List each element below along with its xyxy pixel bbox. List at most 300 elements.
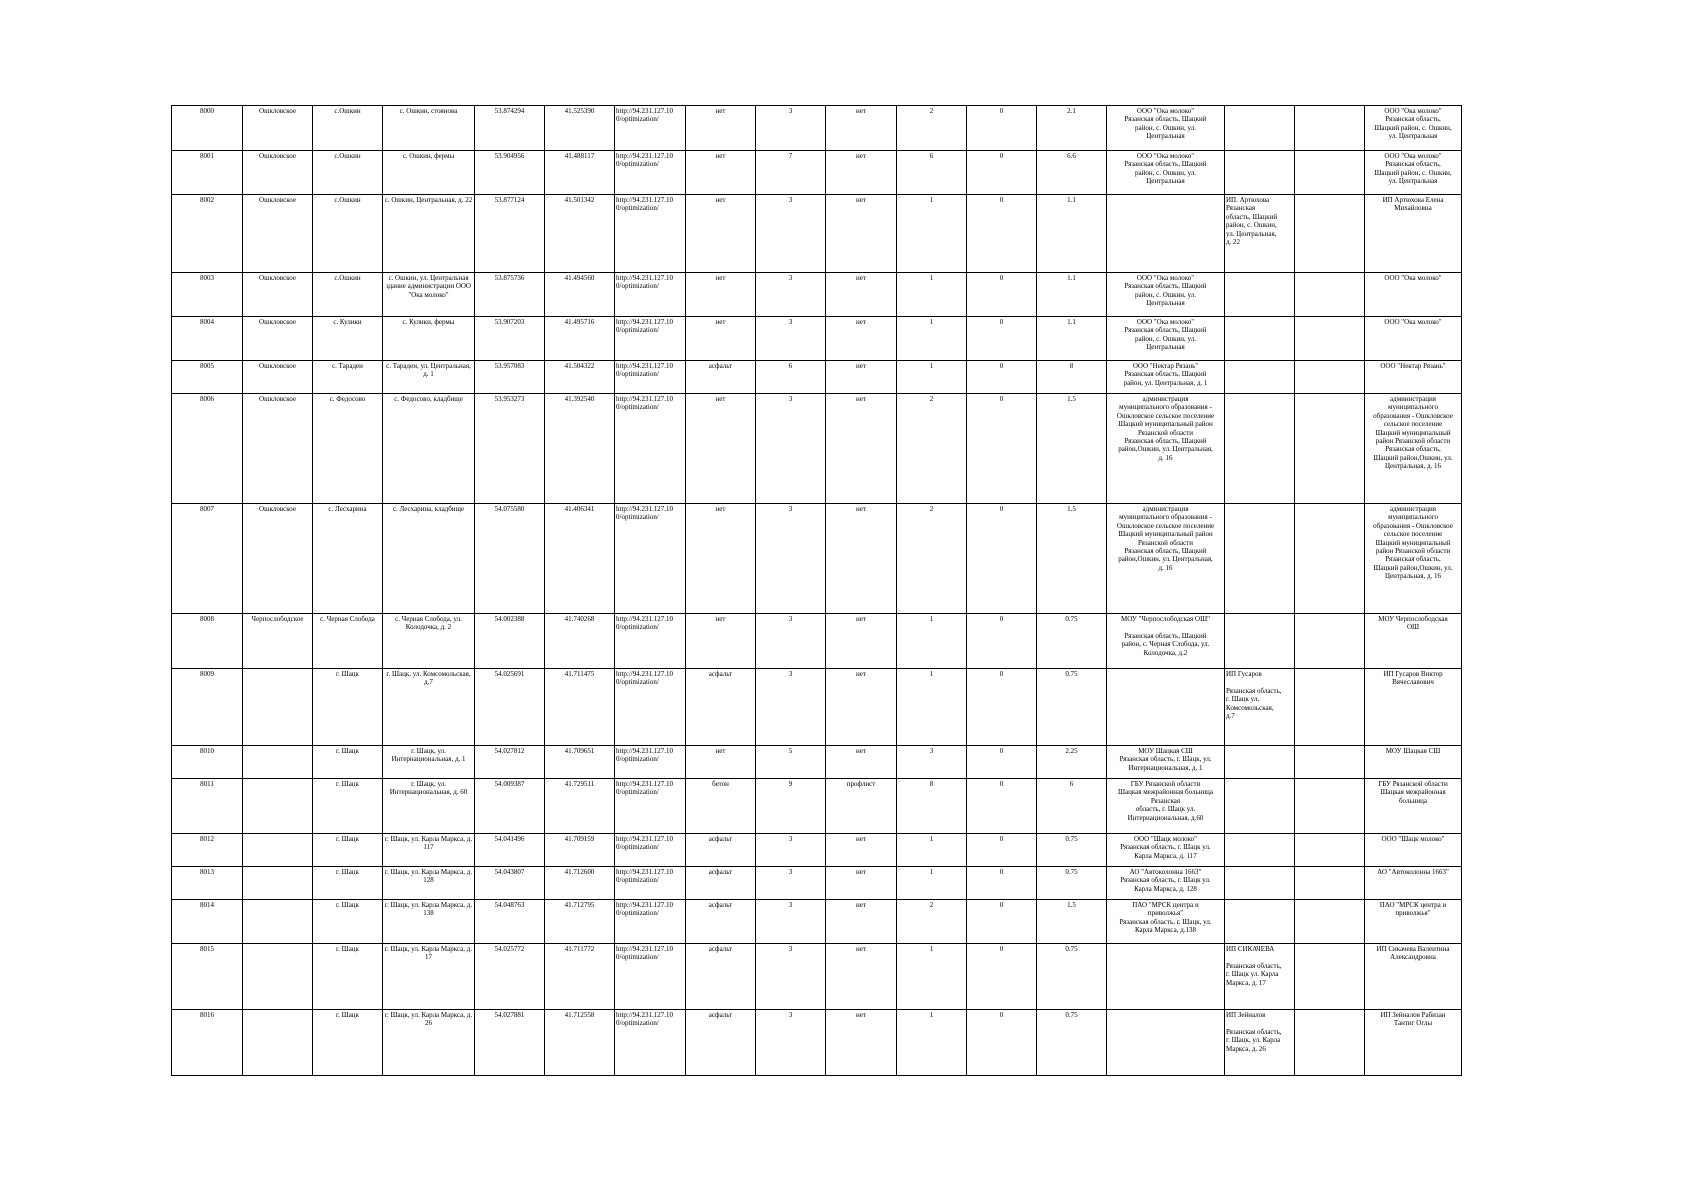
cell-lat: 54.009387 xyxy=(475,779,545,834)
cell-src: администрация муниципального образования - Ошкловское сельское поселение Шацкий муниципальный район Рязанской области Рязанская область, Шацкий район,Ошкин, ул. Центральная, д. 16 xyxy=(1365,504,1462,614)
cell-surface: нет xyxy=(686,746,756,779)
cell-c2: нет xyxy=(826,900,897,944)
cell-owner: ООО "Ока молоко" Рязанская область, Шацкий район, с. Ошкин, ул. Центральная xyxy=(1107,273,1225,317)
cell-settlement xyxy=(243,779,313,834)
cell-c5: 2.1 xyxy=(1037,106,1107,151)
cell-link: http://94.231.127.10 0/optimization/ xyxy=(615,195,686,273)
cell-address: с. Черная Слобода, ул. Колодочка, д. 2 xyxy=(383,614,475,669)
cell-settlement xyxy=(243,834,313,867)
cell-c5: 0.75 xyxy=(1037,834,1107,867)
cell-c3: 8 xyxy=(897,779,967,834)
cell-surface: нет xyxy=(686,394,756,504)
cell-locality: с.Ошкин xyxy=(313,273,383,317)
cell-locality: с. Лесхарина xyxy=(313,504,383,614)
cell-address: с. Ошкин, Центральная, д. 22 xyxy=(383,195,475,273)
cell-c1: 3 xyxy=(756,669,826,746)
cell-owner xyxy=(1107,944,1225,1010)
cell-settlement: Ошкловское xyxy=(243,151,313,195)
table-row xyxy=(172,1010,1462,1076)
cell-c1: 3 xyxy=(756,900,826,944)
cell-c2: нет xyxy=(826,746,897,779)
cell-c1: 3 xyxy=(756,317,826,361)
cell-c4: 0 xyxy=(967,195,1037,273)
table-row xyxy=(172,867,1462,900)
cell-c4: 0 xyxy=(967,273,1037,317)
cell-owner3 xyxy=(1295,195,1365,273)
cell-id: 8000 xyxy=(172,106,243,151)
cell-settlement xyxy=(243,900,313,944)
cell-locality: г. Шацк xyxy=(313,834,383,867)
cell-c2: нет xyxy=(826,834,897,867)
cell-id: 8006 xyxy=(172,394,243,504)
cell-owner2 xyxy=(1225,867,1295,900)
table-body xyxy=(172,106,1462,1076)
cell-locality: с.Ошкин xyxy=(313,151,383,195)
cell-locality: с. Кулики xyxy=(313,317,383,361)
cell-c5: 0.75 xyxy=(1037,867,1107,900)
cell-src: МОУ Шацкая СШ xyxy=(1365,746,1462,779)
cell-lat: 54.027881 xyxy=(475,1010,545,1076)
cell-src: АО "Автоколонна 1663" xyxy=(1365,867,1462,900)
cell-lon: 41.711772 xyxy=(545,944,615,1010)
cell-c3: 2 xyxy=(897,504,967,614)
cell-settlement xyxy=(243,867,313,900)
cell-c5: 6.6 xyxy=(1037,151,1107,195)
cell-src: ООО "Ока молоко" Рязанская область, Шацкий район, с. Ошкин, ул. Центральная xyxy=(1365,106,1462,151)
cell-settlement xyxy=(243,1010,313,1076)
cell-address: г. Шацк, ул. Интернациональная, д. 1 xyxy=(383,746,475,779)
table-row xyxy=(172,669,1462,746)
cell-c1: 3 xyxy=(756,394,826,504)
cell-owner: администрация муниципального образования - Ошкловское сельское поселение Шацкий муниципальный район Рязанской области Рязанская область, Шацкий район,Ошкин, ул. Центральная, д. 16 xyxy=(1107,394,1225,504)
cell-link: http://94.231.127.10 0/optimization/ xyxy=(615,394,686,504)
cell-owner2 xyxy=(1225,504,1295,614)
cell-c3: 1 xyxy=(897,273,967,317)
cell-address: г. Шацк, ул. Карла Маркса, д. 138 xyxy=(383,900,475,944)
cell-settlement xyxy=(243,746,313,779)
cell-link: http://94.231.127.10 0/optimization/ xyxy=(615,273,686,317)
cell-id: 8009 xyxy=(172,669,243,746)
cell-owner: МОУ "Черпослободская ОШ" Рязанская область, Шацкий район, с. Черная Слобода, ул. Колодочка, д.2 xyxy=(1107,614,1225,669)
cell-settlement: Ошкловское xyxy=(243,317,313,361)
table-row xyxy=(172,614,1462,669)
cell-lon: 41.711475 xyxy=(545,669,615,746)
cell-owner: ООО "Ока молоко" Рязанская область, Шацкий район, с. Ошкин, ул. Центральная xyxy=(1107,151,1225,195)
cell-lon: 41.406341 xyxy=(545,504,615,614)
cell-surface: нет xyxy=(686,317,756,361)
cell-c4: 0 xyxy=(967,151,1037,195)
cell-owner: администрация муниципального образования - Ошкловское сельское поселение Шацкий муниципальный район Рязанской области Рязанская область, Шацкий район,Ошкин, ул. Центральная, д. 16 xyxy=(1107,504,1225,614)
cell-link: http://94.231.127.10 0/optimization/ xyxy=(615,867,686,900)
cell-c5: 0.75 xyxy=(1037,614,1107,669)
cell-src: ИП Гусаров Виктор Вячеславович xyxy=(1365,669,1462,746)
cell-id: 8014 xyxy=(172,900,243,944)
cell-link: http://94.231.127.10 0/optimization/ xyxy=(615,106,686,151)
cell-locality: г. Шацк xyxy=(313,867,383,900)
cell-owner: АО "Автоколонна 1663" Рязанская область, г. Шацк ул. Карла Маркса, д. 128 xyxy=(1107,867,1225,900)
cell-lat: 54.043807 xyxy=(475,867,545,900)
cell-c2: нет xyxy=(826,273,897,317)
cell-src: ООО "Ока молоко" Рязанская область, Шацкий район, с. Ошкин, ул. Центральная xyxy=(1365,151,1462,195)
cell-address: с. Кулики, фермы xyxy=(383,317,475,361)
cell-c4: 0 xyxy=(967,106,1037,151)
cell-owner2 xyxy=(1225,900,1295,944)
cell-address: г. Шацк, ул. Карла Маркса, д. 17 xyxy=(383,944,475,1010)
cell-owner2 xyxy=(1225,151,1295,195)
cell-lon: 41.501342 xyxy=(545,195,615,273)
table-row xyxy=(172,944,1462,1010)
cell-owner2 xyxy=(1225,394,1295,504)
cell-link: http://94.231.127.10 0/optimization/ xyxy=(615,317,686,361)
cell-c2: нет xyxy=(826,669,897,746)
cell-c1: 3 xyxy=(756,273,826,317)
cell-owner: ООО "Ока молоко" Рязанская область, Шацкий район, с. Ошкин, ул. Центральная xyxy=(1107,317,1225,361)
cell-c3: 6 xyxy=(897,151,967,195)
cell-c2: нет xyxy=(826,1010,897,1076)
cell-surface: асфальт xyxy=(686,944,756,1010)
cell-owner3 xyxy=(1295,504,1365,614)
cell-owner2 xyxy=(1225,106,1295,151)
cell-owner: ООО "Шацк молоко" Рязанская область, г. Шацк ул. Карла Маркса, д. 117 xyxy=(1107,834,1225,867)
cell-id: 8003 xyxy=(172,273,243,317)
cell-c1: 7 xyxy=(756,151,826,195)
cell-c5: 1.5 xyxy=(1037,504,1107,614)
cell-lat: 53.953273 xyxy=(475,394,545,504)
cell-locality: с.Ошкин xyxy=(313,195,383,273)
cell-c1: 3 xyxy=(756,504,826,614)
cell-surface: асфальт xyxy=(686,1010,756,1076)
cell-lat: 54.041496 xyxy=(475,834,545,867)
cell-lon: 41.392540 xyxy=(545,394,615,504)
registry-table xyxy=(171,105,1462,1076)
cell-owner3 xyxy=(1295,779,1365,834)
table-row xyxy=(172,900,1462,944)
cell-c4: 0 xyxy=(967,394,1037,504)
cell-locality: г. Шацк xyxy=(313,900,383,944)
cell-src: МОУ Черпослободская ОШ xyxy=(1365,614,1462,669)
cell-c2: нет xyxy=(826,106,897,151)
cell-owner3 xyxy=(1295,1010,1365,1076)
cell-lon: 41.494560 xyxy=(545,273,615,317)
cell-locality: с. Тарадеи xyxy=(313,361,383,394)
cell-c2: профлист xyxy=(826,779,897,834)
cell-owner2 xyxy=(1225,779,1295,834)
cell-lon: 41.495716 xyxy=(545,317,615,361)
cell-settlement: Ошкловское xyxy=(243,106,313,151)
cell-c4: 0 xyxy=(967,669,1037,746)
table-row xyxy=(172,779,1462,834)
cell-lat: 53.904956 xyxy=(475,151,545,195)
cell-c2: нет xyxy=(826,195,897,273)
cell-c3: 1 xyxy=(897,669,967,746)
cell-owner: МОУ Шацкая СШ Рязанская область, г. Шацк, ул. Интернациональная, д. 1 xyxy=(1107,746,1225,779)
cell-surface: нет xyxy=(686,195,756,273)
cell-address: с. Ошкин, стоянова xyxy=(383,106,475,151)
cell-surface: бетон xyxy=(686,779,756,834)
cell-lat: 53.874294 xyxy=(475,106,545,151)
cell-c1: 3 xyxy=(756,614,826,669)
cell-lon: 41.488117 xyxy=(545,151,615,195)
table-row xyxy=(172,195,1462,273)
cell-c5: 1.1 xyxy=(1037,273,1107,317)
cell-lat: 54.025772 xyxy=(475,944,545,1010)
cell-lat: 53.907203 xyxy=(475,317,545,361)
cell-owner xyxy=(1107,1010,1225,1076)
cell-owner2: ИП. Артюхова Рязанская область, Шацкий район, с. Ошкин, ул. Центральная, д. 22 xyxy=(1225,195,1295,273)
cell-address: с. Лесхарина, кладбище xyxy=(383,504,475,614)
cell-c2: нет xyxy=(826,867,897,900)
cell-link: http://94.231.127.10 0/optimization/ xyxy=(615,746,686,779)
cell-c2: нет xyxy=(826,504,897,614)
cell-owner: ООО "Ока молоко" Рязанская область, Шацкий район, с. Ошкин, ул. Центральная xyxy=(1107,106,1225,151)
cell-surface: асфальт xyxy=(686,867,756,900)
cell-locality: г. Шацк xyxy=(313,669,383,746)
cell-owner3 xyxy=(1295,151,1365,195)
cell-src: администрация муниципального образования - Ошкловское сельское поселение Шацкий муниципальный район Рязанской области Рязанская область, Шацкий район,Ошкин, ул. Центральная, д. 16 xyxy=(1365,394,1462,504)
cell-address: с. Ошкин, фермы xyxy=(383,151,475,195)
cell-link: http://94.231.127.10 0/optimization/ xyxy=(615,900,686,944)
cell-c1: 3 xyxy=(756,1010,826,1076)
cell-owner3 xyxy=(1295,867,1365,900)
cell-address: г. Шацк, ул. Интернациональная, д. 60 xyxy=(383,779,475,834)
cell-lat: 53.877124 xyxy=(475,195,545,273)
cell-c4: 0 xyxy=(967,504,1037,614)
cell-owner2 xyxy=(1225,834,1295,867)
cell-link: http://94.231.127.10 0/optimization/ xyxy=(615,1010,686,1076)
cell-locality: с. Федосово xyxy=(313,394,383,504)
cell-lat: 54.025691 xyxy=(475,669,545,746)
table-row xyxy=(172,504,1462,614)
cell-id: 8013 xyxy=(172,867,243,900)
cell-owner3 xyxy=(1295,834,1365,867)
cell-c4: 0 xyxy=(967,900,1037,944)
cell-owner: ООО "Нектар Рязань" Рязанская область, Шацкий район, ул. Центральная, д. 1 xyxy=(1107,361,1225,394)
cell-owner2: ИП Гусаров Рязанская область, г. Шацк ул. Комсомольская, д.7 xyxy=(1225,669,1295,746)
cell-owner3 xyxy=(1295,900,1365,944)
cell-lon: 41.712600 xyxy=(545,867,615,900)
cell-c5: 1.5 xyxy=(1037,394,1107,504)
cell-c1: 6 xyxy=(756,361,826,394)
cell-owner2 xyxy=(1225,361,1295,394)
cell-c2: нет xyxy=(826,944,897,1010)
cell-id: 8010 xyxy=(172,746,243,779)
cell-address: г. Шацк, ул. Карла Маркса, д. 117 xyxy=(383,834,475,867)
cell-lon: 41.729511 xyxy=(545,779,615,834)
cell-c4: 0 xyxy=(967,867,1037,900)
cell-link: http://94.231.127.10 0/optimization/ xyxy=(615,151,686,195)
cell-src: ИП Зейналов Рабизан Тантиг Оглы xyxy=(1365,1010,1462,1076)
cell-surface: нет xyxy=(686,614,756,669)
cell-lat: 53.875736 xyxy=(475,273,545,317)
cell-src: ГБУ Рязанской области Шацкая межрайонная больница xyxy=(1365,779,1462,834)
cell-link: http://94.231.127.10 0/optimization/ xyxy=(615,614,686,669)
cell-c1: 3 xyxy=(756,106,826,151)
cell-c4: 0 xyxy=(967,317,1037,361)
cell-c2: нет xyxy=(826,317,897,361)
cell-c5: 6 xyxy=(1037,779,1107,834)
cell-locality: г. Шацк xyxy=(313,746,383,779)
cell-locality: с.Ошкин xyxy=(313,106,383,151)
cell-owner3 xyxy=(1295,944,1365,1010)
cell-surface: асфальт xyxy=(686,361,756,394)
cell-lat: 53.957083 xyxy=(475,361,545,394)
cell-owner2 xyxy=(1225,317,1295,361)
cell-surface: нет xyxy=(686,151,756,195)
cell-c3: 1 xyxy=(897,867,967,900)
cell-settlement: Ошкловское xyxy=(243,394,313,504)
cell-c1: 5 xyxy=(756,746,826,779)
cell-id: 8012 xyxy=(172,834,243,867)
cell-owner: ПАО "МРСК центра и приволжья" Рязанская область, г. Шацк, ул. Карла Маркса, д.138 xyxy=(1107,900,1225,944)
cell-link: http://94.231.127.10 0/optimization/ xyxy=(615,779,686,834)
cell-link: http://94.231.127.10 0/optimization/ xyxy=(615,834,686,867)
cell-id: 8005 xyxy=(172,361,243,394)
cell-owner3 xyxy=(1295,106,1365,151)
cell-c3: 1 xyxy=(897,614,967,669)
cell-src: ИП Артюхова Елена Михайловна xyxy=(1365,195,1462,273)
cell-c5: 0.75 xyxy=(1037,944,1107,1010)
cell-c4: 0 xyxy=(967,944,1037,1010)
cell-c3: 1 xyxy=(897,944,967,1010)
cell-lat: 54.002388 xyxy=(475,614,545,669)
cell-owner2: ИП СИКАЧЕВА Рязанская область, г. Шацк ул. Карла Маркса, д. 17 xyxy=(1225,944,1295,1010)
cell-c5: 2.25 xyxy=(1037,746,1107,779)
cell-id: 8015 xyxy=(172,944,243,1010)
cell-id: 8008 xyxy=(172,614,243,669)
cell-c5: 8 xyxy=(1037,361,1107,394)
table-row xyxy=(172,834,1462,867)
cell-src: ООО "Ока молоко" xyxy=(1365,317,1462,361)
cell-src: ИП Сикачева Валентина Александровна xyxy=(1365,944,1462,1010)
cell-c4: 0 xyxy=(967,779,1037,834)
cell-locality: г. Шацк xyxy=(313,944,383,1010)
table-row xyxy=(172,394,1462,504)
cell-settlement xyxy=(243,944,313,1010)
cell-settlement: Черпослободское xyxy=(243,614,313,669)
cell-src: ООО "Шацк молоко" xyxy=(1365,834,1462,867)
cell-c4: 0 xyxy=(967,746,1037,779)
cell-c1: 3 xyxy=(756,834,826,867)
cell-c3: 2 xyxy=(897,106,967,151)
cell-lat: 54.048763 xyxy=(475,900,545,944)
cell-surface: нет xyxy=(686,273,756,317)
cell-lon: 41.740268 xyxy=(545,614,615,669)
cell-address: г. Шацк, ул. Карла Маркса, д. 26 xyxy=(383,1010,475,1076)
cell-owner3 xyxy=(1295,394,1365,504)
cell-locality: г. Шацк xyxy=(313,1010,383,1076)
cell-c3: 1 xyxy=(897,834,967,867)
cell-owner3 xyxy=(1295,361,1365,394)
cell-c4: 0 xyxy=(967,614,1037,669)
cell-c2: нет xyxy=(826,361,897,394)
cell-owner3 xyxy=(1295,317,1365,361)
cell-c1: 3 xyxy=(756,195,826,273)
cell-link: http://94.231.127.10 0/optimization/ xyxy=(615,361,686,394)
cell-locality: с. Черная Слобода xyxy=(313,614,383,669)
cell-surface: асфальт xyxy=(686,669,756,746)
cell-address: с. Тарадеи, ул. Центральная, д. 1 xyxy=(383,361,475,394)
cell-src: ООО "Ока молоко" xyxy=(1365,273,1462,317)
table-row xyxy=(172,273,1462,317)
table-row xyxy=(172,361,1462,394)
cell-c5: 1.5 xyxy=(1037,900,1107,944)
cell-settlement xyxy=(243,669,313,746)
cell-c2: нет xyxy=(826,151,897,195)
cell-id: 8002 xyxy=(172,195,243,273)
cell-id: 8011 xyxy=(172,779,243,834)
cell-owner xyxy=(1107,195,1225,273)
cell-link: http://94.231.127.10 0/optimization/ xyxy=(615,669,686,746)
cell-c4: 0 xyxy=(967,361,1037,394)
cell-id: 8001 xyxy=(172,151,243,195)
cell-src: ПАО "МРСК центра и приволжья" xyxy=(1365,900,1462,944)
cell-c3: 1 xyxy=(897,361,967,394)
table-row xyxy=(172,151,1462,195)
cell-c5: 1.1 xyxy=(1037,317,1107,361)
cell-c5: 0.75 xyxy=(1037,1010,1107,1076)
cell-c3: 1 xyxy=(897,1010,967,1076)
cell-c3: 1 xyxy=(897,317,967,361)
table-row xyxy=(172,746,1462,779)
cell-settlement: Ошкловское xyxy=(243,504,313,614)
cell-c3: 2 xyxy=(897,394,967,504)
cell-owner xyxy=(1107,669,1225,746)
cell-c1: 9 xyxy=(756,779,826,834)
cell-owner3 xyxy=(1295,614,1365,669)
cell-surface: асфальт xyxy=(686,900,756,944)
cell-lon: 41.709651 xyxy=(545,746,615,779)
cell-lat: 54.027812 xyxy=(475,746,545,779)
cell-owner3 xyxy=(1295,273,1365,317)
cell-c4: 0 xyxy=(967,834,1037,867)
cell-owner: ГБУ Рязанской области Шацкая межрайонная больница Рязанская область, г. Шацк ул. Интернациональная, д.60 xyxy=(1107,779,1225,834)
cell-id: 8007 xyxy=(172,504,243,614)
cell-c3: 2 xyxy=(897,900,967,944)
cell-settlement: Ошкловское xyxy=(243,273,313,317)
cell-lon: 41.709159 xyxy=(545,834,615,867)
cell-surface: асфальт xyxy=(686,834,756,867)
cell-locality: г. Шацк xyxy=(313,779,383,834)
cell-settlement: Ошкловское xyxy=(243,361,313,394)
cell-owner3 xyxy=(1295,669,1365,746)
cell-c2: нет xyxy=(826,394,897,504)
cell-c1: 3 xyxy=(756,944,826,1010)
cell-src: ООО "Нектар Рязань" xyxy=(1365,361,1462,394)
cell-c1: 3 xyxy=(756,867,826,900)
table-row xyxy=(172,106,1462,151)
cell-id: 8016 xyxy=(172,1010,243,1076)
cell-owner3 xyxy=(1295,746,1365,779)
cell-lon: 41.504322 xyxy=(545,361,615,394)
cell-owner2 xyxy=(1225,614,1295,669)
cell-c5: 1.1 xyxy=(1037,195,1107,273)
cell-surface: нет xyxy=(686,106,756,151)
cell-link: http://94.231.127.10 0/optimization/ xyxy=(615,504,686,614)
cell-address: г. Шацк, ул. Карла Маркса, д. 128 xyxy=(383,867,475,900)
cell-c5: 0.75 xyxy=(1037,669,1107,746)
cell-lon: 41.712795 xyxy=(545,900,615,944)
cell-address: г. Шацк, ул. Комсомольская, д.7 xyxy=(383,669,475,746)
cell-address: с. Федосово, кладбище xyxy=(383,394,475,504)
cell-c3: 3 xyxy=(897,746,967,779)
cell-c3: 1 xyxy=(897,195,967,273)
table-row xyxy=(172,317,1462,361)
cell-owner2 xyxy=(1225,746,1295,779)
cell-lon: 41.712558 xyxy=(545,1010,615,1076)
cell-owner2: ИП Зейналов Рязанская область, г. Шацк, ул. Карла Маркса, д. 26 xyxy=(1225,1010,1295,1076)
cell-c2: нет xyxy=(826,614,897,669)
cell-settlement: Ошкловское xyxy=(243,195,313,273)
